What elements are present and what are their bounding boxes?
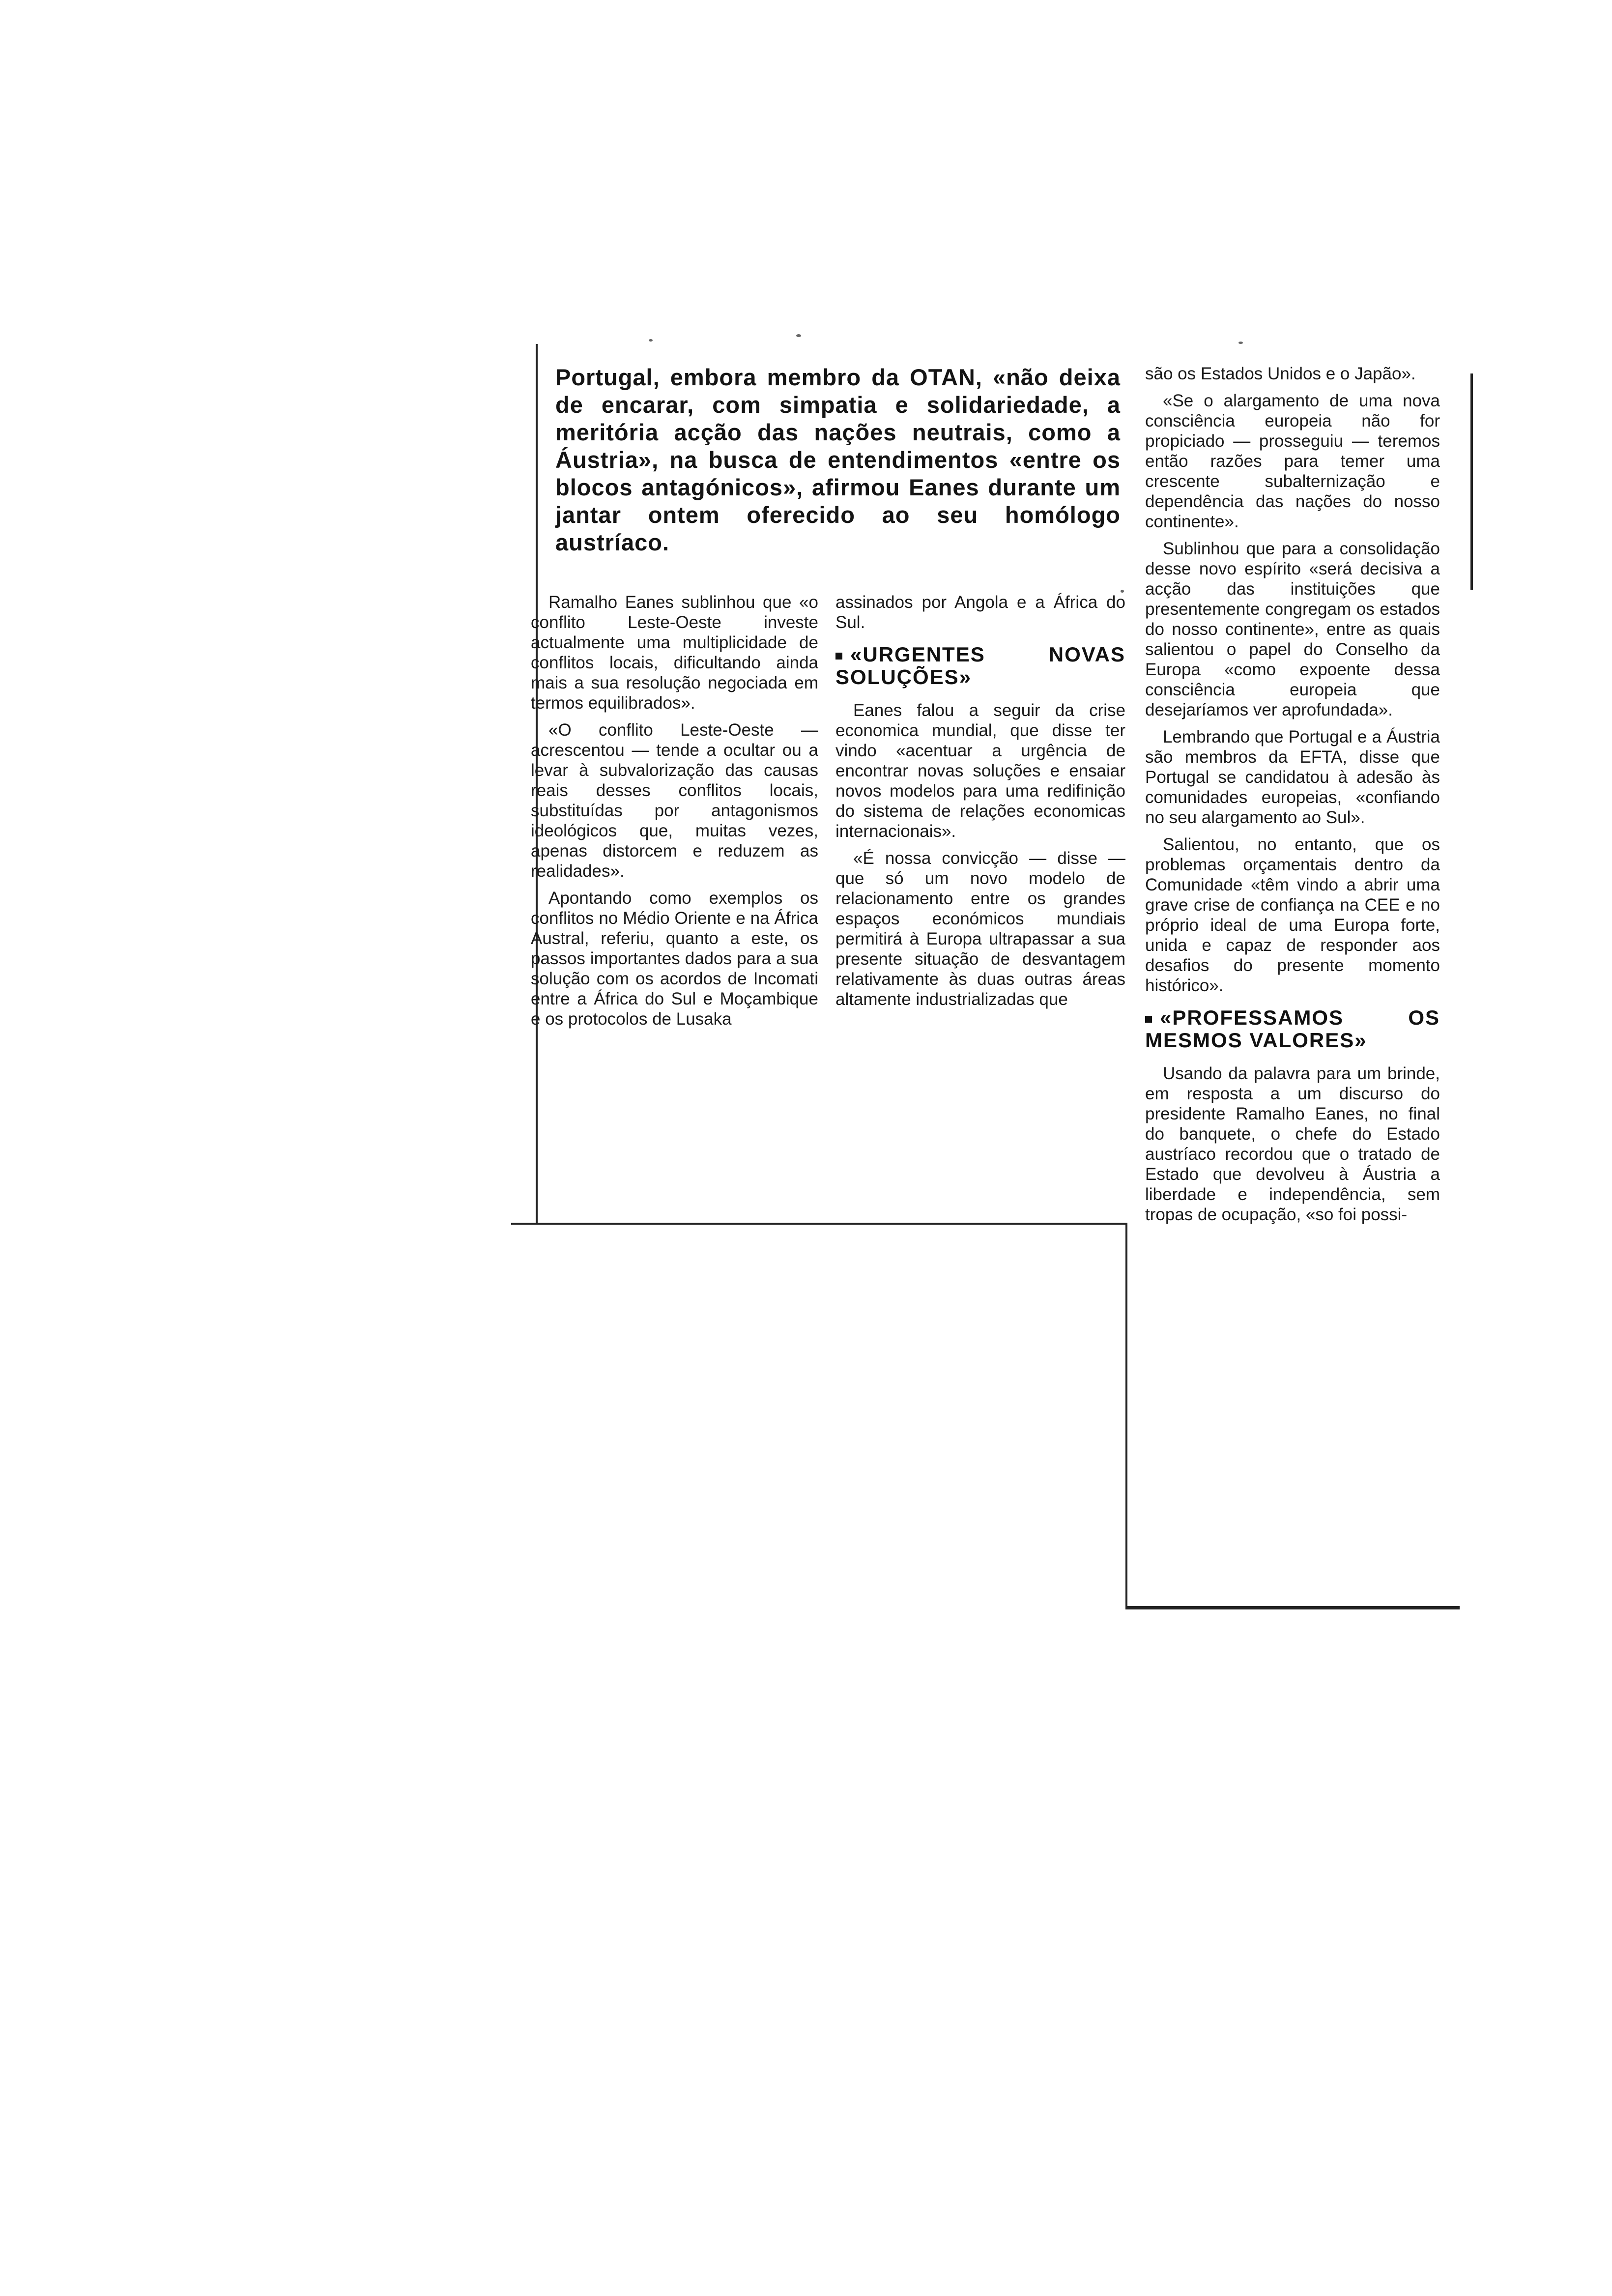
- col1-paragraph-2: «O conflito Leste-Oeste — acrescentou — tende a ocultar ou a levar à subvalorização das causas reais desses conflitos locais, substituídas por antagonismos ideológicos que, muitas vezes, apenas distorcem e reduzem as realidades».: [531, 720, 818, 881]
- col3-paragraph-2: «Se o alargamento de uma nova consciência europeia não for propiciado — prosseguiu — teremos então razões para temer uma crescente subalternização e dependência das nações do nosso continente».: [1145, 391, 1440, 531]
- col3-paragraph-5: Salientou, no entanto, que os problemas orçamentais dentro da Comunidade «têm vindo a abrir uma grave crise de confiança na CEE e no próprio ideal de uma Europa forte, unida e capaz de responder aos desafios do presente momento histórico».: [1145, 835, 1440, 995]
- column-1: [531, 592, 818, 1036]
- clip-edge-bottom-left: [511, 1223, 1125, 1225]
- column-3: [1145, 364, 1440, 1232]
- col3-paragraph-4: Lembrando que Portugal e a Áustria são membros da EFTA, disse que Portugal se candidatou à adesão às comunidades europeias, «confiando no seu alargamento ao Sul».: [1145, 727, 1440, 827]
- clip-edge-bottom-right: [1125, 1606, 1460, 1609]
- col2-paragraph-2: Eanes falou a seguir da crise economica mundial, que disse ter vindo «acentuar a urgência de encontrar novas soluções e ensaiar novos modelos para uma redifinição do sistema de relações economicas internacionais».: [835, 701, 1125, 841]
- col2-paragraph-1: assinados por Angola e a África do Sul.: [835, 593, 1125, 632]
- bullet-square-icon: [1145, 1016, 1152, 1023]
- col1-paragraph-3: Apontando como exemplos os conflitos no Médio Oriente e na África Austral, referiu, quanto a este, os passos importantes dados para a sua solução com os acordos de Incomati entre a África do Sul e Moçambique e os protocolos de Lusaka: [531, 889, 818, 1029]
- subheading-professamos: [1145, 1006, 1440, 1052]
- clip-edge-right: [1470, 373, 1473, 590]
- scan-speck: [1238, 342, 1243, 344]
- article-lead: Portugal, embora membro da OTAN, «não deixa de encarar, com simpatia e solidariedade, a meritória acção das nações neutrais, como a Áustria», na busca de entendimentos «entre os blocos antagónicos», afirmou Eanes durante um jantar ontem oferecido ao seu homólogo austríaco.: [555, 364, 1121, 555]
- subheading-text: «PROFESSAMOS OS MESMOS VALORES»: [1145, 1006, 1440, 1052]
- subheading-text: «URGENTES NOVAS SOLUÇÕES»: [835, 643, 1125, 689]
- col1-paragraph-1: Ramalho Eanes sublinhou que «o conflito Leste-Oeste investe actualmente uma multiplicidade de conflitos locais, dificultando ainda mais a sua resolução negociada em termos equilibrados».: [531, 593, 818, 713]
- col3-paragraph-3: Sublinhou que para a consolidação desse novo espírito «será decisiva a acção das instituições que presentemente congregam os estados do nosso continente», entre as quais salientou o papel do Conselho da Europa «como expoente dessa consciência europeia que desejaríamos ver aprofundada».: [1145, 539, 1440, 719]
- col3-paragraph-6: Usando da palavra para um brinde, em resposta a um discurso do presidente Ramalho Eanes, no final do banquete, o chefe do Estado austríaco recordou que o tratado de Estado que devolveu à Áustria a liberdade e independência, sem tropas de ocupação, «so foi possi-: [1145, 1064, 1440, 1224]
- scan-speck: [796, 334, 801, 337]
- clip-edge-step: [1125, 1223, 1127, 1606]
- subheading-urgentes: [835, 643, 1125, 689]
- scan-speck: [649, 339, 653, 342]
- col2-paragraph-3: «É nossa convicção — disse — que só um novo modelo de relacionamento entre os grandes espaços económicos mundiais permitirá à Europa ultrapassar a sua presente situação de desvantagem relativamente às duas outras áreas altamente industrializadas que: [835, 849, 1125, 1009]
- col3-paragraph-1: são os Estados Unidos e o Japão».: [1145, 364, 1416, 383]
- bullet-square-icon: [835, 653, 842, 660]
- column-2: [835, 592, 1125, 1016]
